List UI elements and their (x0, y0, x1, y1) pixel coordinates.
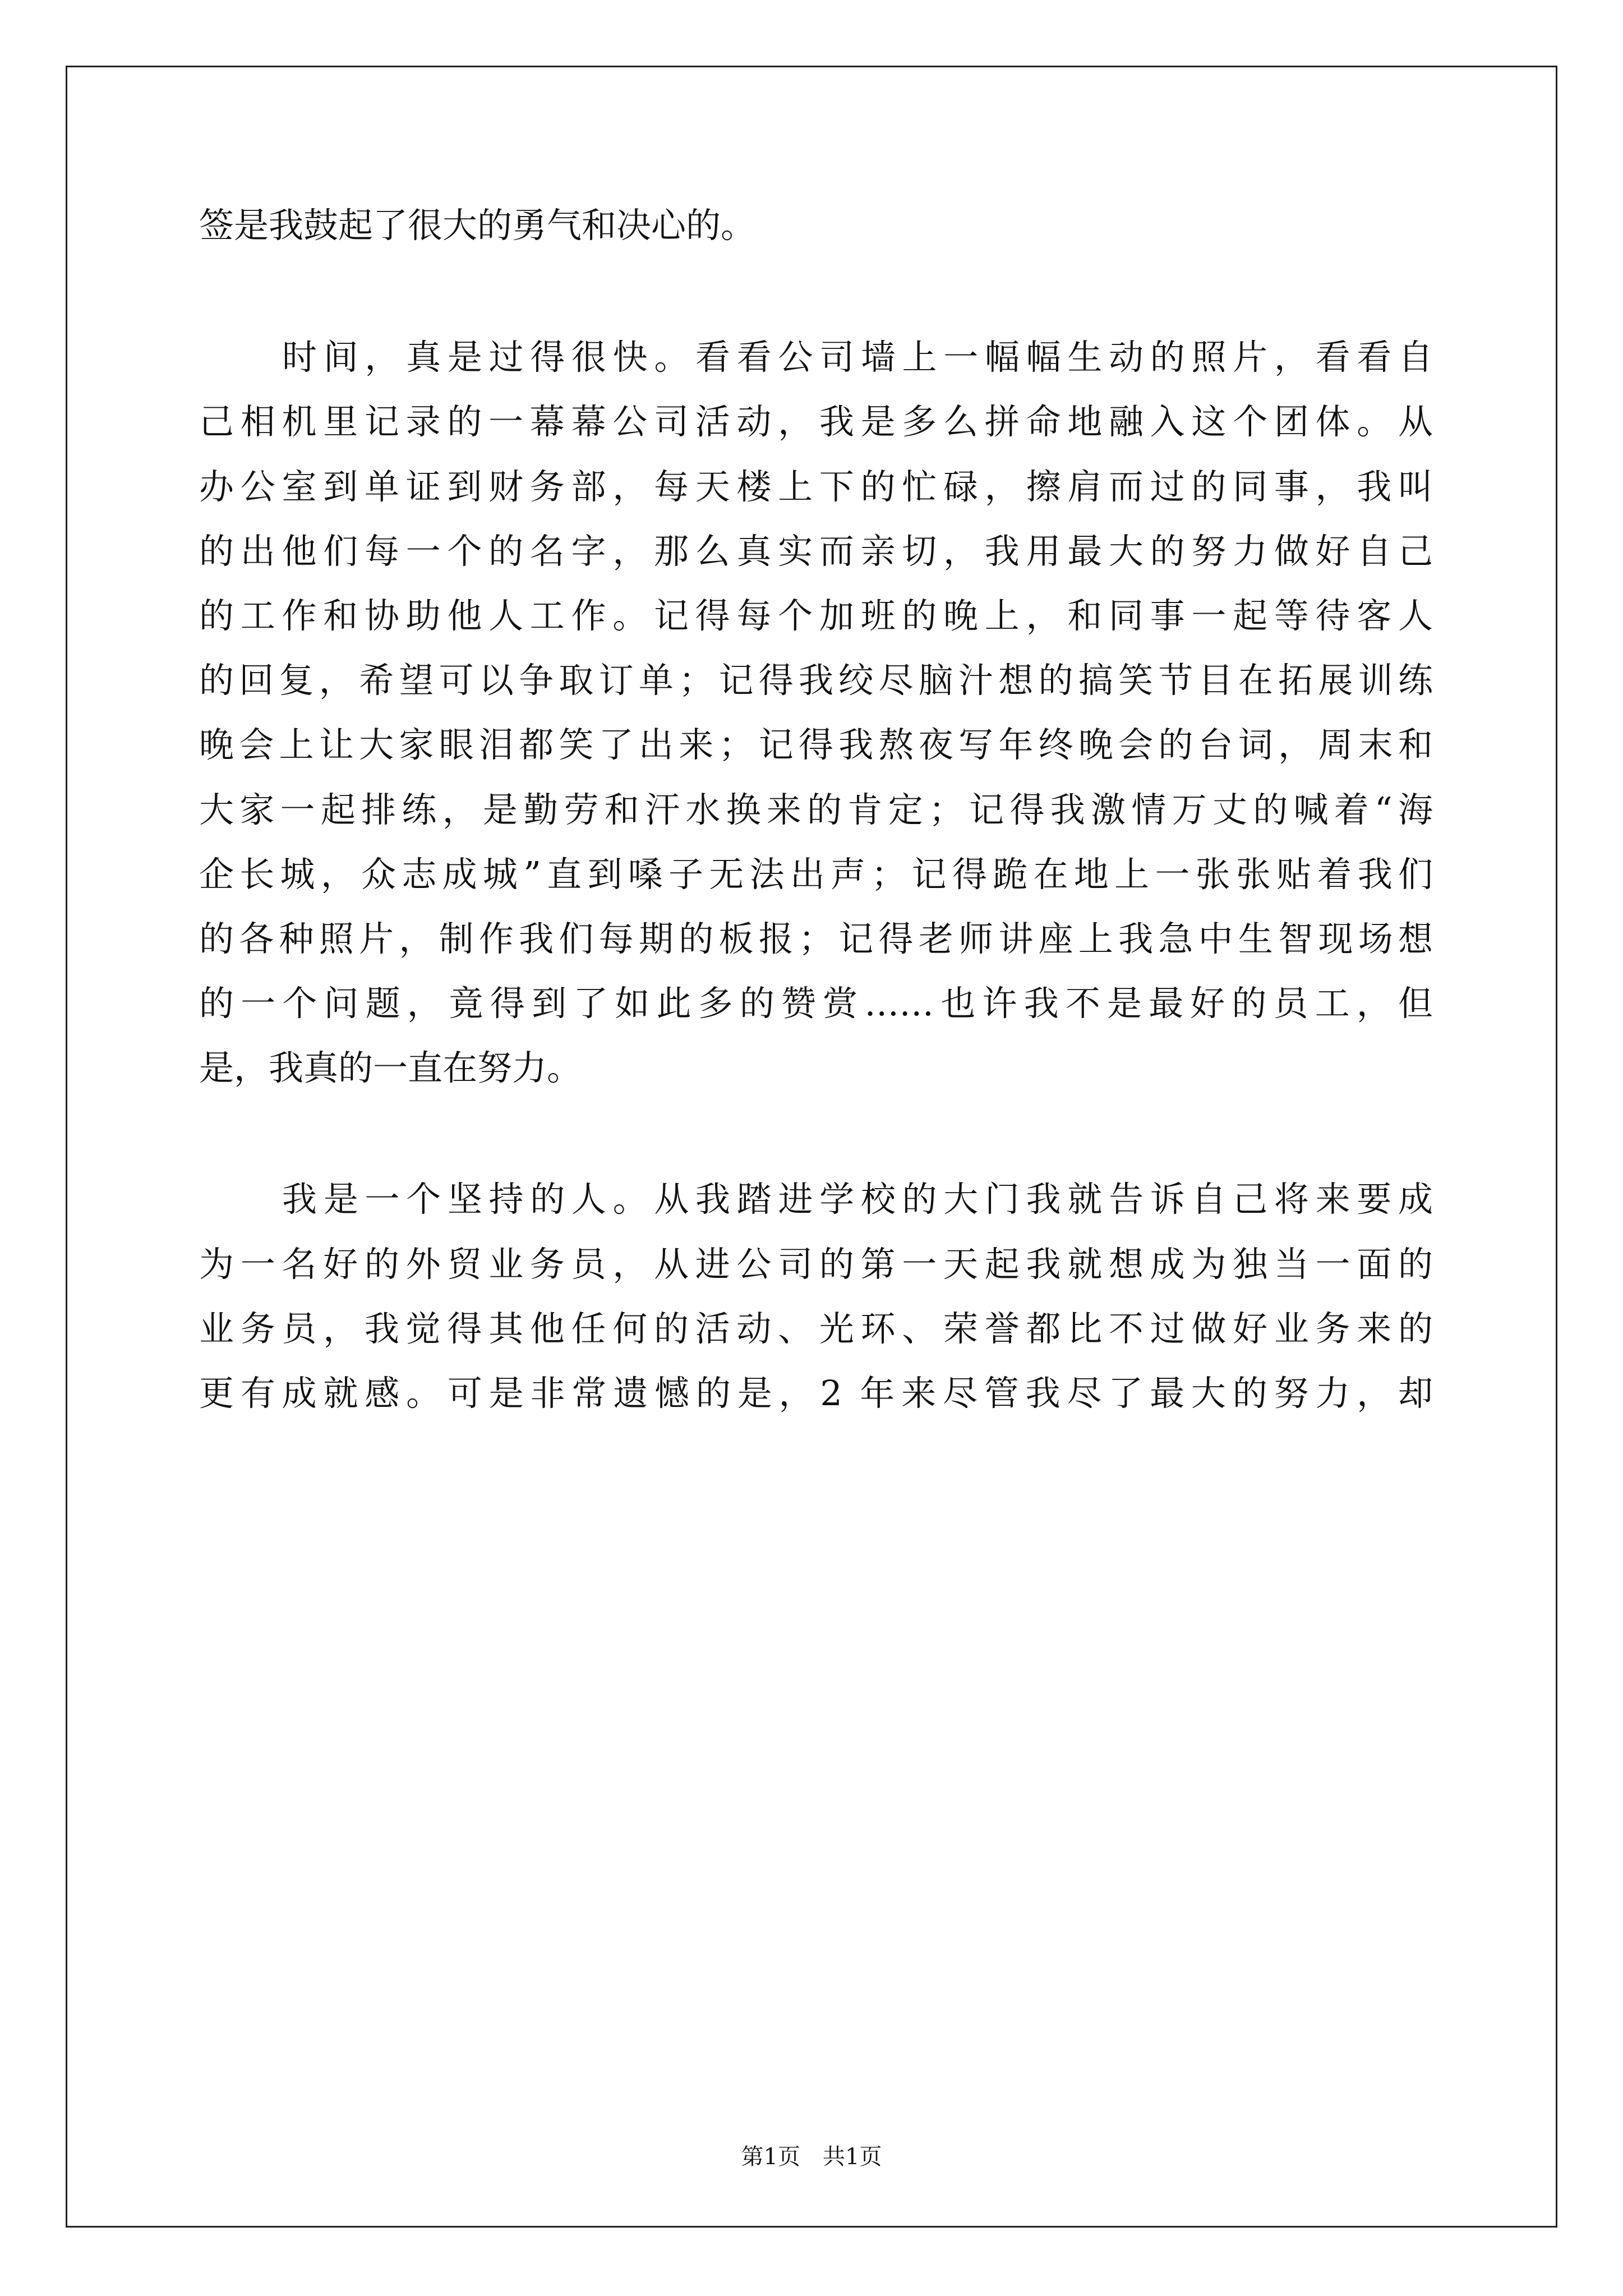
text-line: 己相机里记录的一幕幕公司活动，我是多么拼命地融入这个团体。从 (199, 401, 1433, 442)
text-line: 签是我鼓起了很大的勇气和决心的。 (199, 205, 756, 246)
text-line: 为一名好的外贸业务员，从进公司的第一天起我就想成为独当一面的 (199, 1244, 1433, 1285)
text-line: 大家一起排练，是勤劳和汗水换来的肯定；记得我激情万丈的喊着“海 (199, 789, 1433, 830)
text-line: 业务员，我觉得其他任何的活动、光环、荣誉都比不过做好业务来的 (199, 1308, 1433, 1349)
paragraph-first-line: 时间，真是过得很快。看看公司墙上一幅幅生动的照片，看看自 (282, 337, 1433, 378)
page-footer: 第1页 共1页 (741, 2144, 882, 2170)
text-line: 是，我真的一直在努力。 (199, 1047, 582, 1088)
text-line: 的工作和协助他人工作。记得每个加班的晚上，和同事一起等待客人 (199, 595, 1433, 636)
paragraph-first-line: 我是一个坚持的人。从我踏进学校的大门我就告诉自己将来要成 (282, 1179, 1433, 1220)
text-line: 的各种照片，制作我们每期的板报；记得老师讲座上我急中生智现场想 (199, 918, 1433, 959)
text-line: 的出他们每一个的名字，那么真实而亲切，我用最大的努力做好自己 (199, 531, 1433, 572)
text-line: 更有成就感。可是非常遗憾的是，2 年来尽管我尽了最大的努力，却 (199, 1373, 1433, 1414)
text-line: 的一个问题，竟得到了如此多的赞赏……也许我不是最好的员工，但 (199, 983, 1433, 1024)
text-line: 企长城，众志成城”直到嗓子无法出声；记得跪在地上一张张贴着我们 (199, 854, 1433, 895)
text-line: 的回复，希望可以争取订单；记得我绞尽脑汁想的搞笑节目在拓展训练 (199, 660, 1433, 701)
text-line: 办公室到单证到财务部，每天楼上下的忙碌，擦肩而过的同事，我叫 (199, 466, 1433, 507)
text-line: 晚会上让大家眼泪都笑了出来；记得我熬夜写年终晚会的台词，周末和 (199, 724, 1433, 765)
page-border (66, 66, 1557, 2228)
